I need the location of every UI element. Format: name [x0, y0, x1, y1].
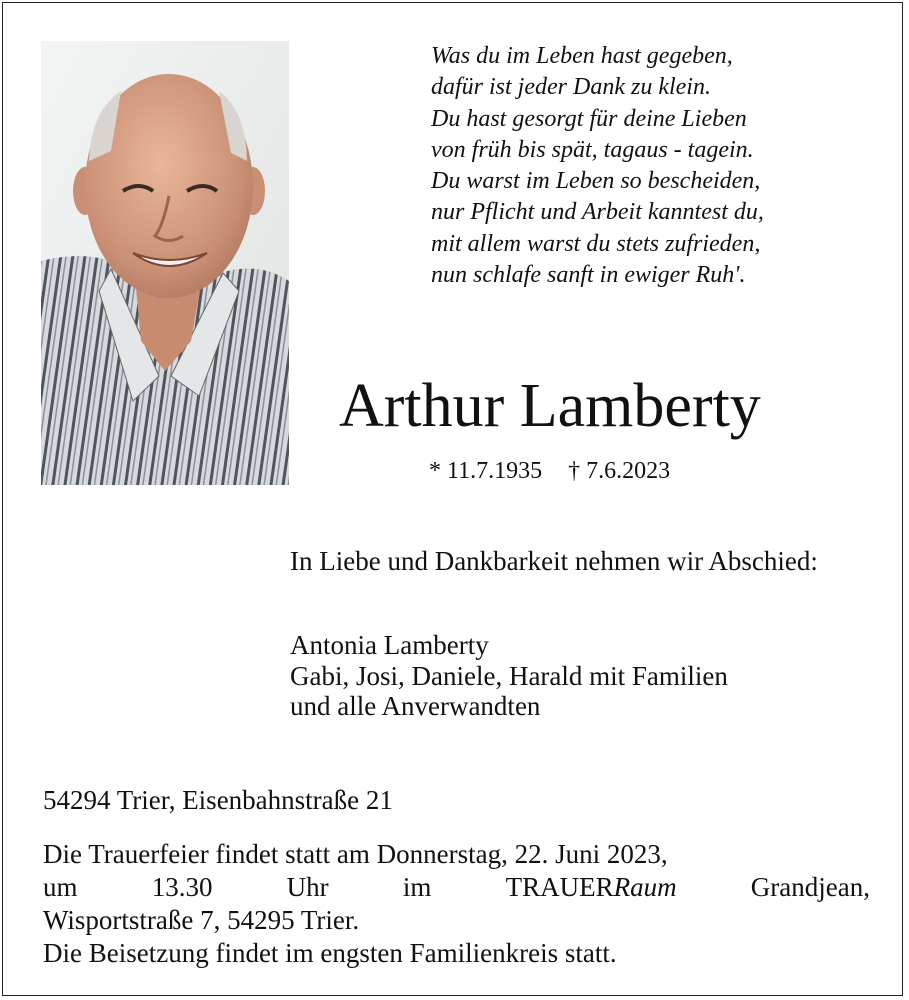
- ceremony-date-line: Die Trauerfeier findet statt am Donnerstag, 22. Juni 2023,: [43, 839, 668, 869]
- portrait-illustration: [41, 41, 289, 485]
- venue-prefix: TRAUER: [505, 872, 614, 902]
- venue-italic: Raum: [613, 872, 677, 902]
- mourner-line: Antonia Lamberty: [290, 630, 489, 660]
- birth-date: * 11.7.1935: [429, 458, 543, 484]
- family-address: 54294 Trier, Eisenbahnstraße 21: [43, 785, 393, 815]
- portrait-photo: [41, 41, 289, 485]
- ceremony-info: [43, 838, 870, 970]
- poem-line: dafür ist jeder Dank zu klein.: [431, 74, 711, 101]
- venue-suffix: Grandjean,: [750, 872, 870, 902]
- obituary-frame: [2, 2, 903, 996]
- ceremony-word: Uhr: [286, 872, 329, 902]
- mourner-line: und alle Anverwandten: [290, 691, 541, 721]
- mourner-line: Gabi, Josi, Daniele, Harald mit Familien: [290, 660, 728, 691]
- venue-address: Wisportstraße 7, 54295 Trier.: [43, 905, 360, 935]
- memorial-poem: [431, 41, 891, 291]
- poem-line: von früh bis spät, tagaus - tagein.: [431, 136, 754, 163]
- deceased-name: Arthur Lamberty: [339, 372, 761, 440]
- death-date: † 7.6.2023: [568, 458, 671, 484]
- poem-line: Du hast gesorgt für deine Lieben: [431, 105, 747, 132]
- ceremony-word: im: [402, 872, 432, 902]
- mourners-list: [290, 630, 880, 722]
- poem-line: Du warst im Leben so bescheiden,: [431, 168, 761, 195]
- poem-line: mit allem warst du stets zufrieden,: [431, 230, 761, 257]
- poem-line: nun schlafe sanft in ewiger Ruh'.: [431, 262, 746, 289]
- burial-note: Die Beisetzung findet im engsten Familienkreis statt.: [43, 938, 617, 968]
- poem-line: Was du im Leben hast gegeben,: [431, 43, 733, 69]
- ceremony-time-line: [43, 871, 870, 904]
- venue-name: [506, 871, 677, 904]
- ceremony-time: 13.30: [151, 872, 213, 902]
- poem-line: nur Pflicht und Arbeit kanntest du,: [431, 199, 764, 226]
- farewell-text: In Liebe und Dankbarkeit nehmen wir Abschied:: [290, 546, 818, 576]
- life-dates: [429, 458, 696, 485]
- ceremony-word: um: [43, 872, 78, 902]
